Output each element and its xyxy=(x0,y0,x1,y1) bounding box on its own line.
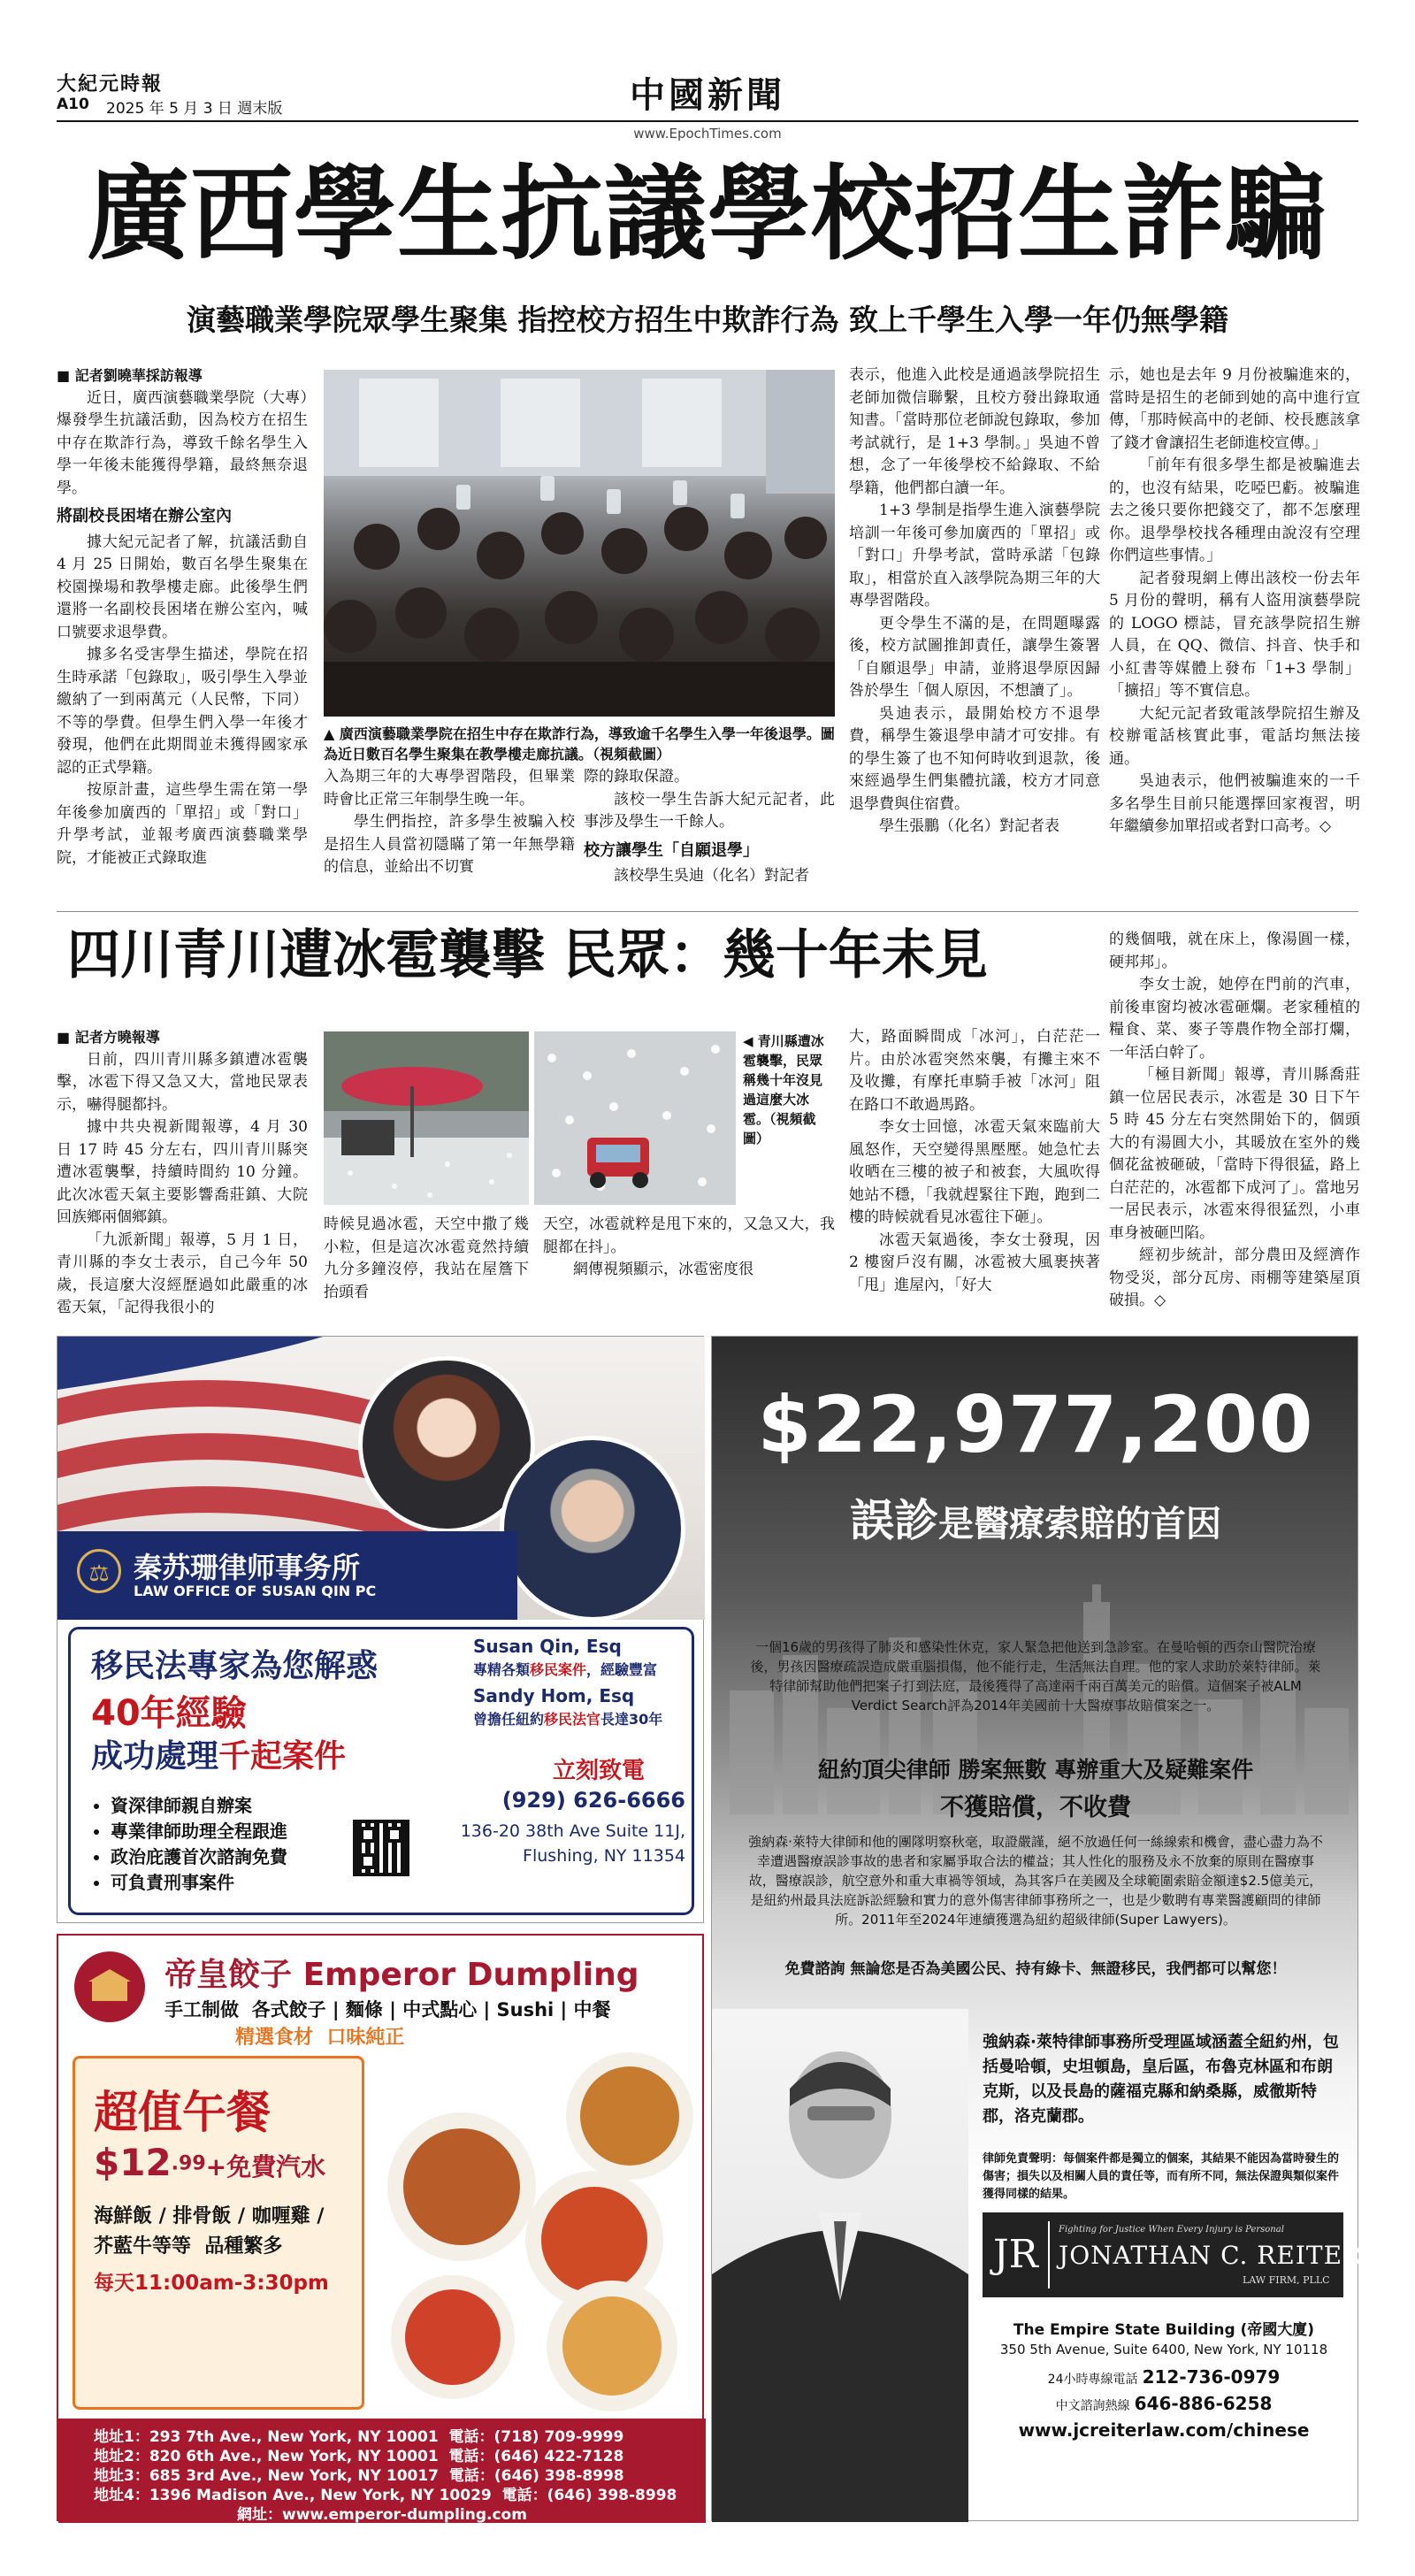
ad-law-headline-2: 40年經驗 xyxy=(91,1693,247,1734)
dumpling-address-1: 地址1：293 7th Ave., New York, NY 10001 電話：(718) 709-9999 xyxy=(94,2428,624,2446)
story1-column-3 xyxy=(584,766,835,895)
reiter-logo-sub: LAW FIRM, PLLC xyxy=(1243,2274,1330,2286)
dumpling-food-illustrations xyxy=(373,2054,700,2417)
story1-paragraph: 該校一學生告訴大紀元記者，此事涉及學生一千餘人。 xyxy=(584,790,835,831)
story2-paragraph: 李女士回憶，冰雹天氣來臨前大風怒作，天空變得黑壓壓。她急忙去收晒在三樓的被子和被套，大風吹得她站不穩，「我就趕緊往下跑，跑到二樓的時候就看見冰雹往下砸」。 xyxy=(849,1118,1100,1226)
reiter-cn-label: 中文諮詢熱線 xyxy=(1055,2399,1130,2413)
story1-subheading-2: 校方讓學生「自願退學」 xyxy=(584,840,759,860)
ad-law-firm-cn: 秦苏珊律师事务所 xyxy=(134,1551,361,1584)
story2-paragraph: 冰雹天氣過後，李女士發現，因 2 樓窗戶沒有關，冰雹被大風裹挾著「甩」進屋內，「好大 xyxy=(849,1230,1100,1294)
ad-law-person2-desc-b: 移民法官 xyxy=(544,1711,601,1728)
ad-law-headline-3 xyxy=(91,1731,346,1776)
restaurant-icon xyxy=(74,1951,145,2022)
reiter-verdict-amount: $22,977,200 xyxy=(757,1379,1314,1470)
story1-paragraph: 更令學生不滿的是，在問題曝露後，校方試圖推卸責任，讓學生簽署「自願退學」申請，並將退學原因歸咎於學生「個人原因，不想讀了」。 xyxy=(849,614,1100,700)
reiter-headline-b: 是醫療索賠的首因 xyxy=(938,1504,1221,1545)
dumpling-address-4: 地址4：1396 Madison Ave., New York, NY 10029 電話：(646) 398-8998 xyxy=(94,2487,677,2504)
story1-column-4 xyxy=(849,364,1100,895)
story1-paragraph: 記者發現網上傳出該校一份去年 5 月份的聲明，稱有人盜用演藝學院的 LOGO 標誌，冒充該學院招生辦人員，在 QQ、微信、抖音、快手和小紅書等媒體上發布「1+3 學制」「擴招」等不實信息。 xyxy=(1109,569,1360,700)
story1-paragraph: 入為期三年的大專學習階段，但畢業時會比正常三年制學生晚一年。 xyxy=(324,768,575,809)
story1-photo-caption: ▲ 廣西演藝職業學院在招生中存在欺詐行為，導致逾千名學生入學一年後退學。圖為近日數百名學生聚集在教學樓走廊抗議。（視頻截圖） xyxy=(324,725,835,763)
story1-paragraph: 表示，他進入此校是通過該學院招生老師加微信聯繫，且校方發出錄取通知書。「當時那位老師說包錄取，參加考試就行，是 1+3 學制。」吳迪不曾想，念了一年後學校不給錄取、不給學籍，他們都白讀一年。 xyxy=(849,366,1100,497)
dumpling-name-en: Emperor Dumpling xyxy=(302,1957,639,1993)
story2-paragraph: 天空，冰雹就粹是甩下來的，又急又大，我腿都在抖」。 xyxy=(543,1215,835,1256)
protest-crowd-illustration xyxy=(324,370,835,717)
protest-photo xyxy=(324,370,835,717)
ad-law-person2-name: Sandy Hom, Esq xyxy=(473,1685,635,1706)
ad-law-person2-desc-a: 曾擔任紐約 xyxy=(473,1711,545,1728)
reiter-headline xyxy=(712,1485,1359,1549)
story1-column-1 xyxy=(57,364,308,895)
dumpling-website[interactable]: 網址：www.emperor-dumpling.com xyxy=(237,2506,527,2524)
dumpling-price xyxy=(94,2141,325,2184)
ad-law-person2-desc-c: 長達30年 xyxy=(600,1711,663,1728)
reiter-disclaimer: 律師免責聲明：每個案件都是獨立的個案，其結果不能因為當時發生的傷害；損失以及相關人員的責任等，而有所不同，無法保證與類似案件獲得同樣的結果。 xyxy=(983,2152,1340,2201)
dumpling-price-cents: .99 xyxy=(171,2152,206,2175)
reiter-headline-a: 誤診 xyxy=(850,1495,938,1546)
reiter-hotline-row[interactable] xyxy=(968,2366,1359,2388)
ad-law-headline-1: 移民法專家為您解惑 xyxy=(91,1648,379,1684)
story1-paragraph: 際的錄取保證。 xyxy=(584,768,689,786)
reiter-cn-number[interactable]: 646-886-6258 xyxy=(1134,2393,1273,2414)
story2-paragraph: 「極目新聞」報導，青川縣喬莊鎮一位居民表示，冰雹是 30 日下午 5 時 45 分左右突然開始下的，個頭大的有湯圓大小，其暖放在室外的幾個花盆被砸破，「當時下得很猛，路上白茫茫的，冰雹都下成河了」。當地另一居民表示，冰雹來得很猛烈，小車車身被砸凹陷。 xyxy=(1109,1066,1360,1242)
story2-paragraph: 「九派新聞」報導，5 月 1 日，青川縣的李女士表示，自己今年 50 歲，長這麼大沒經歷過如此嚴重的冰雹天氣，「記得我很小的 xyxy=(57,1230,308,1316)
dumpling-menu-1: 海鮮飯 / 排骨飯 / 咖喱雞 / xyxy=(94,2205,325,2227)
story1-paragraph: 示，她也是去年 9 月份被騙進來的，當時是招生的老師到她的高中進行宣傳，「那時候高中的老師、校長應該拿了錢才會讓招生老師進校宣傳。」 xyxy=(1109,366,1360,452)
ad-law-bullet: • 政治庇護首次諮詢免費 xyxy=(111,1844,287,1870)
ad-law-person1-desc-a: 專精各類 xyxy=(473,1661,531,1678)
story1-paragraph: 吳迪表示，他們被騙進來的一千多名學生目前只能選擇回家複習，明年繼續參加單招或者對口高考。◇ xyxy=(1109,772,1360,835)
story2-paragraph: 時候見過冰雹，天空中撒了幾小粒，但是這次冰雹竟然持續九分多鐘沒停，我站在屋簷下抬頭看 xyxy=(324,1215,529,1301)
ad-law-person1-desc xyxy=(473,1659,657,1679)
hail-ground-illustration xyxy=(534,1031,736,1205)
reiter-cn-phone-row[interactable] xyxy=(968,2393,1359,2414)
reiter-portrait xyxy=(712,2009,968,2522)
paper-logo: 大紀元時報 xyxy=(57,73,164,96)
story2-column-3 xyxy=(543,1214,835,1306)
ad-law-bullet: • 可負責刑事案件 xyxy=(111,1870,287,1896)
reiter-logo-name: JONATHAN C. REITER xyxy=(1059,2241,1363,2270)
dumpling-hours: 每天11:00am-3:30pm xyxy=(94,2272,329,2295)
story2-headline: 四川青川遭冰雹襲擊 民眾：幾十年未見 xyxy=(67,924,988,986)
story2-paragraph: 的幾個哦，就在床上，像湯圓一樣，硬邦邦」。 xyxy=(1109,931,1360,971)
ad-law-headline-3a: 成功處理 xyxy=(91,1738,219,1775)
dumpling-address-2: 地址2：820 6th Ave., New York, NY 10001 電話：(646) 422-7128 xyxy=(94,2448,624,2465)
story1-paragraph: 「前年有很多學生都是被騙進去的，也沒有結果，吃啞巴虧。被騙進去之後只要你把錢交了，都不怎麼理你。退學學校找各種理由說沒有空理你們這些事情。」 xyxy=(1109,456,1360,564)
story1-column-2 xyxy=(324,766,575,895)
story2-column-4 xyxy=(849,1026,1100,1306)
ad-emperor-dumpling[interactable] xyxy=(57,1934,704,2524)
story2-paragraph: 大，路面瞬間成「冰河」，白茫茫一片。由於冰雹突然來襲，有攤主來不及收攤，有摩托車騎手被「冰河」阻在路口不敢過馬路。 xyxy=(849,1028,1100,1114)
dumpling-name-cn: 帝皇餃子 xyxy=(164,1957,293,1993)
ad-law-bullet: • 資深律師親自辦案 xyxy=(111,1793,287,1819)
story1-byline: ■ 記者劉曉華採訪報導 xyxy=(57,367,203,384)
ad-law-logo-icon: ⚖ xyxy=(77,1549,121,1593)
reiter-hotline-number[interactable]: 212-736-0979 xyxy=(1142,2366,1281,2388)
reiter-service-area: 強納森·萊特律師事務所受理區域涵蓋全紐約州，包括曼哈頓，史坦頓島，皇后區，布魯克林區和布朗克斯，以及長島的薩福克縣和納桑縣，威徹斯特郡，洛克蘭郡。 xyxy=(983,2033,1339,2126)
story1-paragraph: 據大紀元記者了解，抗議活動自 4 月 25 日開始，數百名學生聚集在校園操場和教學樓走廊。此後學生們還將一名副校長困堵在辦公室內，喊口號要求退學費。 xyxy=(57,533,308,641)
dumpling-price-dollars: $12 xyxy=(94,2141,172,2184)
story1-paragraph: 據多名受害學生描述，學院在招生時承諾「包錄取」，吸引學生入學並繳納了一到兩萬元（人民幣，下同）不等的學費。但學生們入學一年後才發現，他們在此期間並未獲得國家承認的正式學籍。 xyxy=(57,646,308,777)
story1-paragraph: 1+3 學制是指學生進入演藝學院培訓一年後可參加廣西的「單招」或「對口」升學考試，當時承諾「包錄取」，相當於直入該學院為期三年的大專學習階段。 xyxy=(849,502,1100,610)
ad-law-phone[interactable]: (929) 626-6666 xyxy=(501,1788,685,1813)
story1-headline: 廣西學生抗議學校招生詐騙 xyxy=(87,154,1328,274)
reiter-address: 350 5th Avenue, Suite 6400, New York, NY 10118 xyxy=(999,2342,1328,2358)
story2-byline: ■ 記者方曉報導 xyxy=(57,1029,160,1046)
reiter-logo-tagline: Fighting for Justice When Every Injury is Personal xyxy=(1059,2225,1284,2235)
story1-paragraph: 近日，廣西演藝職業學院（大專）爆發學生抗議活動，因為校方在招生中存在欺詐行為，導致千餘名學生入學一年後未能獲得學籍，最終無奈退學。 xyxy=(57,388,308,497)
issue-date: 2025 年 5 月 3 日 週末版 xyxy=(106,100,283,118)
story2-paragraph: 經初步統計，部分農田及經濟作物受災，部分瓦房、雨棚等建築屋頂破損。◇ xyxy=(1109,1246,1360,1309)
section-title: 中國新聞 xyxy=(630,74,785,116)
story2-paragraph: 網傳視頻顯示，冰雹密度很 xyxy=(573,1261,753,1278)
story2-photo-caption: ◀ 青川縣遭冰雹襲擊，民眾稱幾十年沒見過這麼大冰雹。（視頻截圖） xyxy=(743,1033,824,1146)
hail-street-illustration xyxy=(324,1031,529,1205)
dumpling-services: 手工制做 各式餃子 | 麵條 | 中式點心 | Sushi | 中餐 xyxy=(164,1999,611,2020)
ad-law-person2-desc xyxy=(473,1708,662,1729)
reiter-website[interactable]: www.jcreiterlaw.com/chinese xyxy=(1018,2419,1310,2441)
story2-column-5 xyxy=(1109,929,1360,1309)
ad-law-address-2: Flushing, NY 11354 xyxy=(523,1846,685,1866)
story2-paragraph: 李女士說，她停在門前的汽車，前後車窗均被冰雹砸爛。老家種植的糧食、菜、麥子等農作物全部打爛，一年活白幹了。 xyxy=(1109,976,1360,1062)
reiter-free-consult: 免費諮詢 無論您是否為美國公民、持有綠卡、無證移民，我們都可以幫您！ xyxy=(784,1960,1287,1978)
story-divider xyxy=(57,911,1358,912)
ad-law-person1-desc-b: 移民案件 xyxy=(530,1661,587,1678)
story2-paragraph: 據中共央視新聞報導，4 月 30 日 17 時 45 分左右，四川青川縣突遭冰雹襲擊，持續時間約 10 分鐘。此次冰雹天氣主要影響喬莊鎮、大院回族鄉兩個鄉鎮。 xyxy=(57,1118,308,1226)
story1-paragraph: 學生張鵬（化名）對記者表 xyxy=(879,817,1059,835)
ad-law-call-label: 立刻致電 xyxy=(553,1758,646,1784)
reiter-body: 強納森·萊特大律師和他的團隊明察秋毫，取證嚴謹，絕不放過任何一絲線索和機會，盡心盡力為不幸遭遇醫療誤診事故的患者和家屬爭取合法的權益；其人性化的服務及永不放棄的原則在醫療事故，醫療誤診，航空意外和重大車禍等領域，為其客戶在美國及全球範圍索賠金額達$2.5億美元，是紐約州最具法庭訴訟經驗和實力的意外傷害律師事務所之一，也是少數聘有專業醫護顧問的律師所。2011年至2024年連續獲選為紐約超級律師(Super Lawyers)。 xyxy=(748,1834,1323,1928)
story1-paragraph: 學生們指控，許多學生被騙入校是招生人員當初隱瞞了第一年無學籍的信息，並給出不切實 xyxy=(324,813,575,876)
reiter-hotline-label: 24小時專線電話 xyxy=(1047,2373,1138,2387)
ad-law-firm-en: LAW OFFICE OF SUSAN QIN PC xyxy=(134,1583,377,1599)
page-number: A10 xyxy=(57,96,89,113)
story1-paragraph: 該校學生吳迪（化名）對記者 xyxy=(614,867,809,885)
story1-paragraph: 按原計畫，這些學生需在第一學年後參加廣西的「單招」或「對口」升學考試，並報考廣西演藝職業學院，才能被正式錄取進 xyxy=(57,781,308,867)
ad-law-qr-code[interactable] xyxy=(353,1820,409,1876)
food-plates-illustration xyxy=(373,2054,700,2417)
masthead-rule xyxy=(57,120,1358,122)
reiter-logo-initials: JR xyxy=(993,2221,1050,2288)
ad-law-person1-desc-c: ，經驗豐富 xyxy=(586,1661,658,1678)
ad-law-person1-name: Susan Qin, Esq xyxy=(473,1636,622,1657)
dumpling-price-extra: +免費汽水 xyxy=(205,2152,326,2181)
ad-law-headline-3b: 千起案件 xyxy=(218,1738,347,1775)
ad-law-portrait-2 xyxy=(500,1436,685,1622)
dumpling-address-3: 地址3：685 3rd Ave., New York, NY 10017 電話：(646) 398-8998 xyxy=(94,2467,624,2485)
hail-photo-2 xyxy=(534,1031,736,1205)
ad-law-address-1: 136-20 38th Ave Suite 11J, xyxy=(460,1821,685,1841)
reiter-case-story: 一個16歲的男孩得了肺炎和感染性休克，家人緊急把他送到急診室。在曼哈頓的西奈山醫院治療後，男孩因醫療疏誤造成嚴重腦損傷，他不能行走，生活無法自理。他的家人求助於萊特律師。萊特律師幫助他們把案子打到法庭，最後獲得了高達兩千兩百萬美元的賠償。這個案子被ALM Verdict Search評為2014年美國前十大醫療事故賠償案之一。 xyxy=(750,1639,1321,1714)
story1-paragraph: 大紀元記者致電該學院招生辦及校辦電話核實此事，電話均無法接通。 xyxy=(1109,704,1360,768)
story1-paragraph: 吳迪表示，最開始校方不退學費，稱學生簽退學申請才可安排。有的學生簽了也不知何時收到退款，後來經過學生們集體抗議，校方才同意退學費與住宿費。 xyxy=(849,704,1100,813)
story2-column-2 xyxy=(324,1214,529,1306)
ad-reiter-law-firm[interactable] xyxy=(711,1336,1363,2521)
dumpling-logo xyxy=(74,1951,145,2022)
dumpling-name xyxy=(164,1950,639,1995)
story1-column-5 xyxy=(1109,364,1360,895)
story1-subheading-1: 將副校長困堵在辦公室內 xyxy=(57,507,232,525)
dumpling-menu-2: 芥藍牛等等 品種繁多 xyxy=(94,2235,283,2258)
dumpling-lunch-title: 超值午餐 xyxy=(94,2087,271,2138)
reiter-slogan-1: 紐約頂尖律師 勝案無數 專辦重大及疑難案件 xyxy=(817,1757,1254,1782)
ad-law-bullet: • 專業律師助理全程跟進 xyxy=(111,1819,287,1844)
ad-law-bullets xyxy=(89,1793,287,1896)
story2-paragraph: 日前，四川青川縣多鎮遭冰雹襲擊，冰雹下得又急又大，當地民眾表示，嚇得腿都抖。 xyxy=(57,1050,308,1114)
story1-subhead: 演藝職業學院眾學生聚集 指控校方招生中欺詐行為 致上千學生入學一年仍無學籍 xyxy=(187,303,1228,337)
dumpling-tagline: 精選食材 口味純正 xyxy=(235,2027,405,2049)
reiter-slogan-2: 不獲賠償，不收費 xyxy=(940,1794,1131,1821)
ad-law-office[interactable] xyxy=(57,1336,704,1923)
hail-photo-1 xyxy=(324,1031,529,1205)
lawyer-portrait-illustration xyxy=(712,2009,968,2522)
story2-column-1 xyxy=(57,1026,308,1316)
reiter-building: The Empire State Building (帝國大廈) xyxy=(1013,2321,1315,2339)
website-url: www.EpochTimes.com xyxy=(633,126,782,142)
